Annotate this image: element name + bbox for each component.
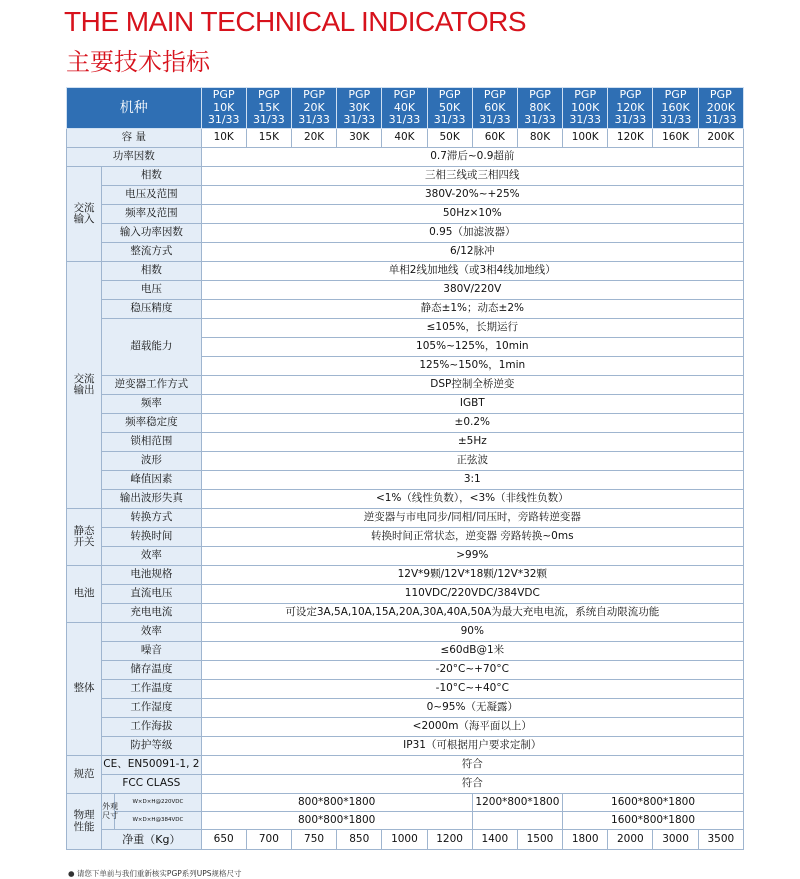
weight-cell: 650: [201, 830, 246, 850]
model-cell: PGP 20K 31/33: [291, 88, 336, 129]
row-label: 效率: [102, 547, 201, 566]
capacity-cell: 160K: [653, 129, 698, 148]
row-value: 12V*9颗/12V*18颗/12V*32颗: [201, 566, 743, 585]
title-en: THE MAIN TECHNICAL INDICATORS: [64, 6, 527, 37]
overload-label: 超载能力: [102, 319, 201, 376]
physical-title: 物理 性能: [67, 794, 102, 850]
row-label: 电池规格: [102, 566, 201, 585]
row-value: ≤60dB@1米: [201, 642, 743, 661]
dim-384-label: W×D×H@384VDC: [115, 812, 201, 830]
capacity-cell: 80K: [517, 129, 562, 148]
row-label: 稳压精度: [102, 300, 201, 319]
row-label: 防护等级: [102, 737, 201, 756]
row-label: 输入功率因数: [102, 224, 201, 243]
row-value: 符合: [201, 756, 743, 775]
capacity-cell: 60K: [472, 129, 517, 148]
dim-384-empty: [472, 812, 562, 830]
row-label: FCC CLASS: [102, 775, 201, 794]
capacity-cell: 15K: [246, 129, 291, 148]
row-value: 逆变器与市电同步/同相/同压时，旁路转逆变器: [201, 509, 743, 528]
model-cell: PGP 10K 31/33: [201, 88, 246, 129]
capacity-row: [67, 129, 744, 148]
row-label: 频率稳定度: [102, 414, 201, 433]
capacity-cell: 100K: [563, 129, 608, 148]
static-switch-title: 静态 开关: [67, 509, 102, 566]
overall-title: 整体: [67, 623, 102, 756]
row-value: 符合: [201, 775, 743, 794]
dim-220-value: 1600*800*1800: [563, 794, 744, 812]
row-label: 波形: [102, 452, 201, 471]
dim-220-label: W×D×H@220VDC: [115, 794, 201, 812]
row-label: 逆变器工作方式: [102, 376, 201, 395]
model-cell: PGP 160K 31/33: [653, 88, 698, 129]
row-label: 锁相范围: [102, 433, 201, 452]
power-factor-label: 功率因数: [67, 148, 202, 167]
dim-220-value: 800*800*1800: [201, 794, 472, 812]
row-label: 转换时间: [102, 528, 201, 547]
model-cell: PGP 15K 31/33: [246, 88, 291, 129]
weight-cell: 3000: [653, 830, 698, 850]
weight-cell: 750: [291, 830, 336, 850]
row-value: ±0.2%: [201, 414, 743, 433]
weight-cell: 1800: [563, 830, 608, 850]
row-label: 频率: [102, 395, 201, 414]
row-value: 3:1: [201, 471, 743, 490]
row-value: 0~95%（无凝露）: [201, 699, 743, 718]
weight-cell: 1500: [517, 830, 562, 850]
dim-384-value: 1600*800*1800: [563, 812, 744, 830]
spec-table: [66, 87, 744, 850]
overload-value: 125%~150%，1min: [201, 357, 743, 376]
weight-cell: 1200: [427, 830, 472, 850]
power-factor-row: [67, 148, 744, 167]
model-cell: PGP 30K 31/33: [337, 88, 382, 129]
row-value: 转换时间正常状态，逆变器 旁路转换~0ms: [201, 528, 743, 547]
power-factor-value: 0.7滞后~0.9超前: [201, 148, 743, 167]
weight-cell: 700: [246, 830, 291, 850]
row-value: <1%（线性负数），<3%（非线性负数）: [201, 490, 743, 509]
capacity-cell: 20K: [291, 129, 336, 148]
row-value: 110VDC/220VDC/384VDC: [201, 585, 743, 604]
row-label: 工作海拔: [102, 718, 201, 737]
capacity-cell: 40K: [382, 129, 427, 148]
row-label: 直流电压: [102, 585, 201, 604]
capacity-label: 容 量: [67, 129, 202, 148]
row-label: 储存温度: [102, 661, 201, 680]
weight-cell: 1400: [472, 830, 517, 850]
dim-220-value: 1200*800*1800: [472, 794, 562, 812]
row-label: 输出波形失真: [102, 490, 201, 509]
model-cell: PGP 40K 31/33: [382, 88, 427, 129]
row-value: -10°C~+40°C: [201, 680, 743, 699]
capacity-cell: 30K: [337, 129, 382, 148]
row-label: 整流方式: [102, 243, 201, 262]
model-cell: PGP 200K 31/33: [698, 88, 743, 129]
row-label: 工作湿度: [102, 699, 201, 718]
row-label: 工作温度: [102, 680, 201, 699]
row-label: 峰值因素: [102, 471, 201, 490]
ac-input-title: 交流 输入: [67, 167, 102, 262]
row-value: -20°C~+70°C: [201, 661, 743, 680]
model-cell: PGP 100K 31/33: [563, 88, 608, 129]
row-label: 相数: [102, 262, 201, 281]
row-label: 转换方式: [102, 509, 201, 528]
row-value: >99%: [201, 547, 743, 566]
overload-value: ≤105%，长期运行: [201, 319, 743, 338]
row-value: <2000m（海平面以上）: [201, 718, 743, 737]
row-value: ±5Hz: [201, 433, 743, 452]
row-label: 频率及范围: [102, 205, 201, 224]
row-value: 90%: [201, 623, 743, 642]
row-label: 相数: [102, 167, 201, 186]
row-label: 充电电流: [102, 604, 201, 623]
standard-title: 规范: [67, 756, 102, 794]
row-label: CE、EN50091-1, 2: [102, 756, 201, 775]
row-value: 三相三线或三相四线: [201, 167, 743, 186]
row-value: 静态±1%；动态±2%: [201, 300, 743, 319]
ac-output-title: 交流 输出: [67, 262, 102, 509]
weight-cell: 2000: [608, 830, 653, 850]
row-value: IGBT: [201, 395, 743, 414]
row-label: 电压: [102, 281, 201, 300]
row-label: 噪音: [102, 642, 201, 661]
model-label: 机种: [67, 88, 202, 129]
model-cell: PGP 80K 31/33: [517, 88, 562, 129]
overload-value: 105%~125%，10min: [201, 338, 743, 357]
capacity-cell: 120K: [608, 129, 653, 148]
row-value: IP31（可根据用户要求定制）: [201, 737, 743, 756]
weight-cell: 1000: [382, 830, 427, 850]
capacity-cell: 200K: [698, 129, 743, 148]
row-label: 效率: [102, 623, 201, 642]
model-cell: PGP 120K 31/33: [608, 88, 653, 129]
weight-cell: 3500: [698, 830, 743, 850]
footnote: ● 请您下单前与我们重新核实PGP系列UPS规格尺寸: [68, 869, 242, 878]
row-value: 0.95（加滤波器）: [201, 224, 743, 243]
row-label: 电压及范围: [102, 186, 201, 205]
dimension-label: 外观 尺寸: [102, 794, 115, 830]
row-value: DSP控制全桥逆变: [201, 376, 743, 395]
weight-cell: 850: [337, 830, 382, 850]
model-cell: PGP 60K 31/33: [472, 88, 517, 129]
row-value: 正弦波: [201, 452, 743, 471]
row-value: 6/12脉冲: [201, 243, 743, 262]
row-value: 可设定3A,5A,10A,15A,20A,30A,40A,50A为最大充电电流，系统自动限流功能: [201, 604, 743, 623]
model-cell: PGP 50K 31/33: [427, 88, 472, 129]
row-value: 50Hz×10%: [201, 205, 743, 224]
row-value: 380V/220V: [201, 281, 743, 300]
dim-384-value: 800*800*1800: [201, 812, 472, 830]
weight-label: 净重（Kg）: [102, 830, 201, 850]
row-value: 380V-20%~+25%: [201, 186, 743, 205]
header-row: [67, 88, 744, 129]
capacity-cell: 10K: [201, 129, 246, 148]
title-cn: 主要技术指标: [66, 48, 210, 76]
battery-title: 电池: [67, 566, 102, 623]
capacity-cell: 50K: [427, 129, 472, 148]
row-value: 单相2线加地线（或3相4线加地线）: [201, 262, 743, 281]
